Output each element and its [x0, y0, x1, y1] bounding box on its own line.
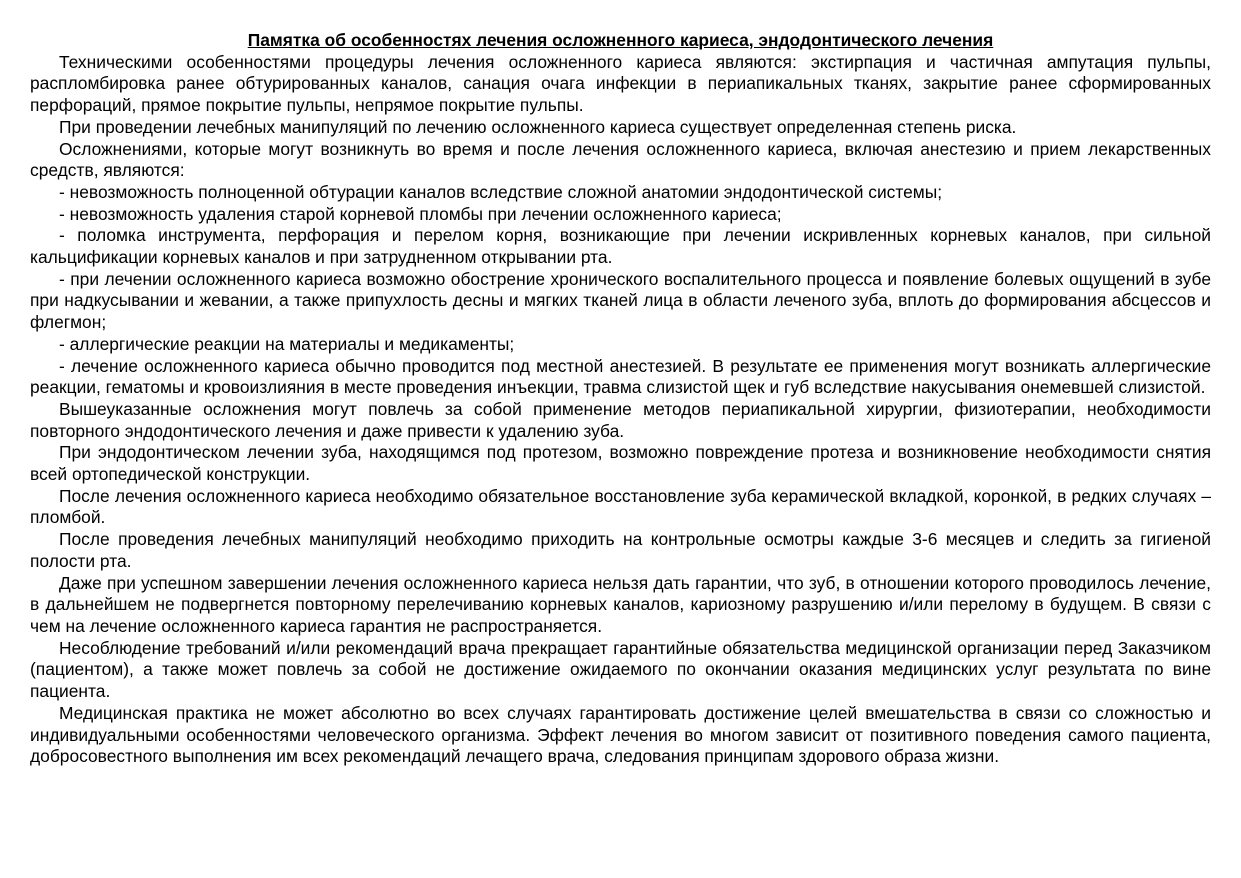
document-page	[30, 30, 1211, 768]
paragraph-risk: При проведении лечебных манипуляций по лечению осложненного кариеса существует определенная степень риска.	[59, 116, 1017, 137]
list-item-allergy: - аллергические реакции на материалы и медикаменты;	[59, 333, 515, 354]
list-item-exacerbation: - при лечении осложненного кариеса возможно обострение хронического воспалительного процесса и появление болевых ощущений в зубе при надкусывании и жевании, а также припухлость десны и мягких тканей лица в области леченого зуба, вплоть до формирования абсцессов и флегмон;	[30, 268, 1211, 333]
document-title: Памятка об особенностях лечения осложненного кариеса, эндодонтического лечения	[247, 30, 994, 50]
paragraph-checkups: После проведения лечебных манипуляций необходимо приходить на контрольные осмотры каждые 3-6 месяцев и следить за гигиеной полости рта.	[30, 529, 1211, 571]
list-item-anesthesia: - лечение осложненного кариеса обычно проводится под местной анестезией. В результате ее применения могут возникать аллергические реакции, гематомы и кровоизлияния в месте проведения инъекции, травма слизистой щек и губ вследствие накусывания онемевшей слизистой.	[30, 355, 1211, 398]
paragraph-prosthesis: При эндодонтическом лечении зуба, находящимся под протезом, возможно повреждение протеза и возникновение необходимости снятия всей ортопедической конструкции.	[30, 442, 1211, 485]
paragraph-restoration: После лечения осложненного кариеса необходимо обязательное восстановление зуба керамической вкладкой, коронкой, в редких случаях – пломбой.	[30, 485, 1211, 528]
list-item-old-filling: - невозможность удаления старой корневой пломбы при лечении осложненного кариеса;	[59, 203, 782, 224]
list-item-instrument-breakage: - поломка инструмента, перфорация и перелом корня, возникающие при лечении искривленных корневых каналов, при сильной кальцификации корневых каналов и при затрудненном открывании рта.	[30, 225, 1211, 268]
list-item-obturation: - невозможность полноценной обтурации каналов вследствие сложной анатомии эндодонтической системы;	[59, 181, 943, 202]
paragraph-technical-features: Техническими особенностями процедуры лечения осложненного кариеса являются: экстирпация и частичная ампутация пульпы, распломбировка ранее обтурированных каналов, санация очага инфекции в периапикальных тканях, закрытие ранее сформированных перфораций, прямое покрытие пульпы, непрямое покрытие пульпы.	[30, 51, 1211, 116]
paragraph-no-warranty: Даже при успешном завершении лечения осложненного кариеса нельзя дать гарантии, что зуб, в отношении которого проводилось лечение, в дальнейшем не подвергнется повторному перелечиванию корневых каналов, кариозному разрушению и/или перелому в будущем. В связи с чем на лечение осложненного кариеса гарантия не распространяется.	[30, 572, 1211, 636]
paragraph-medical-practice: Медицинская практика не может абсолютно во всех случаях гарантировать достижение целей вмешательства в связи со сложностью и индивидуальными особенностями человеческого организма. Эффект лечения во многом зависит от позитивного поведения самого пациента, добросовестного выполнения им всех рекомендаций лечащего врача, следования принципам здорового образа жизни.	[30, 702, 1211, 767]
paragraph-complications-intro: Осложнениями, которые могут возникнуть во время и после лечения осложненного кариеса, включая анестезию и прием лекарственных средств, являются:	[30, 138, 1211, 181]
paragraph-noncompliance: Несоблюдение требований и/или рекомендаций врача прекращает гарантийные обязательства медицинской организации перед Заказчиком (пациентом), а также может повлечь за собой не достижение ожидаемого по окончании оказания медицинских услуг результата по вине пациента.	[30, 637, 1211, 702]
paragraph-consequences: Вышеуказанные осложнения могут повлечь за собой применение методов периапикальной хирургии, физиотерапии, необходимости повторного эндодонтического лечения и даже привести к удалению зуба.	[30, 398, 1211, 441]
